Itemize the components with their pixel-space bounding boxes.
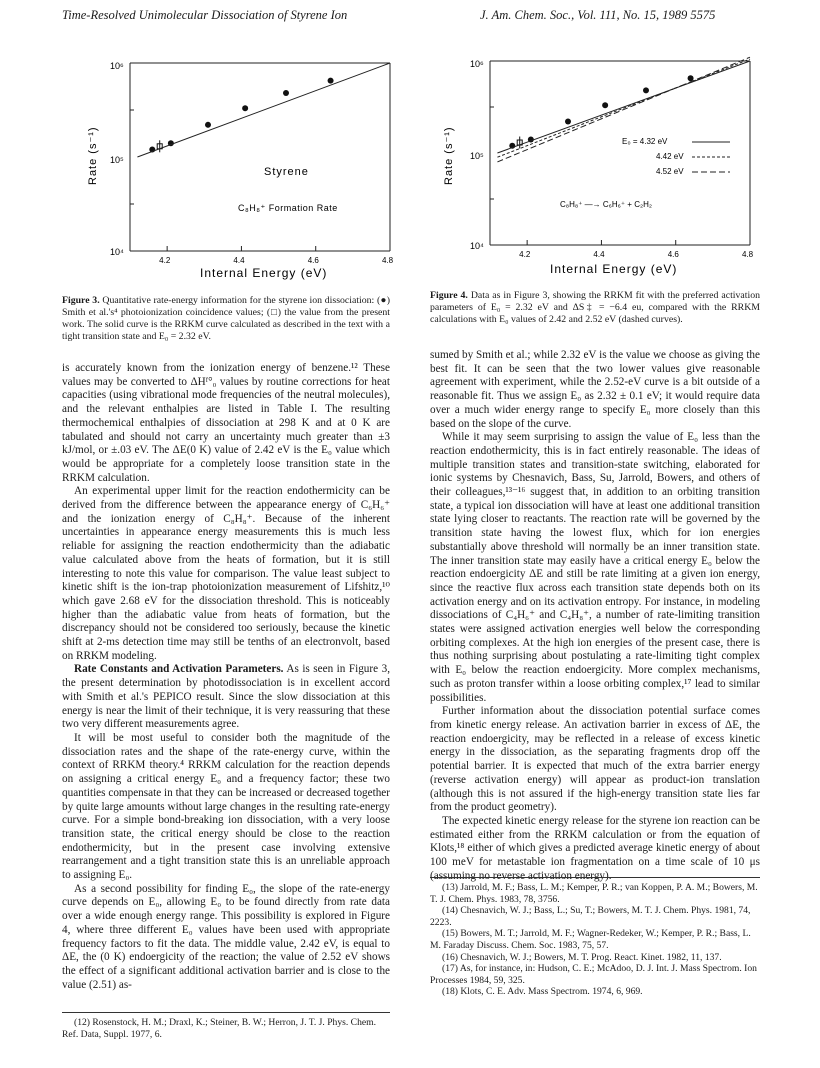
figure-3-chart xyxy=(60,55,400,280)
x-ticks xyxy=(490,107,754,259)
figure-4-chart xyxy=(430,55,770,280)
paragraph: The expected kinetic energy release for the styrene ion reaction can be estimated either from the RRKM calculation or from the equation of Klots,¹⁸ either of which gives a predicted average kinetic energy of about 100 meV for metastable ion fragmentation on a time scale of 10 μs (assuming no reverse activation energy). xyxy=(430,814,760,882)
y-tick-bot: 10⁴ xyxy=(110,247,124,257)
data-point-smith xyxy=(205,122,211,128)
y-tick-mid: 10⁵ xyxy=(470,151,484,161)
figure-3-caption xyxy=(62,295,390,343)
x-tick-label: 4.8 xyxy=(742,250,754,259)
x-ticks xyxy=(130,110,394,265)
y-tick-top: 10⁶ xyxy=(470,59,484,69)
y-tick-mid: 10⁵ xyxy=(110,155,124,165)
data-point-smith xyxy=(328,78,334,84)
footnote: (15) Bowers, M. T.; Jarrold, M. F.; Wagner-Redeker, W.; Kemper, P. R.; Bass, L. M. Faraday Discuss. Chem. Soc. 1983, 75, 57. xyxy=(430,928,751,951)
data-point-smith xyxy=(643,87,649,93)
paragraph-text: As is seen in Figure 3, the present determination by photodissociation is in excellent accord with Smith et al.'s PEPICO result. Since the slow dissociation at this energy is near the limit of their technique, it is very reassuring that these two very different measurements agree. xyxy=(62,663,390,731)
rrkm-curve xyxy=(137,63,390,157)
footnote: (17) As, for instance, in: Hudson, C. E.; McAdoo, D. J. Int. J. Mass Spectrom. Ion Processes 1984, 59, 325. xyxy=(430,963,757,986)
x-axis-label: Internal Energy (eV) xyxy=(200,266,328,280)
footnote: (14) Chesnavich, W. J.; Bass, L.; Su, T.; Bowers, M. T. J. Chem. Phys. 1981, 74, 2223. xyxy=(430,905,751,928)
x-tick-label: 4.2 xyxy=(519,250,531,259)
x-tick-label: 4.4 xyxy=(593,250,605,259)
data-series xyxy=(137,63,390,157)
x-axis-label: Internal Energy (eV) xyxy=(550,262,678,276)
footnote: (13) Jarrold, M. F.; Bass, L. M.; Kemper, P. R.; van Koppen, P. A. M.; Bowers, M. T. J. Chem. Phys. 1983, 78, 3756. xyxy=(430,882,758,905)
section-heading: Rate Constants and Activation Parameters. xyxy=(74,663,284,676)
figure-label-sub: C₈H₈⁺ Formation Rate xyxy=(238,203,338,213)
y-axis-label: Rate (s⁻¹) xyxy=(443,126,455,185)
data-point-smith xyxy=(283,90,289,96)
paragraph: Further information about the dissociation potential surface comes from kinetic energy release. An activation barrier in excess of ΔE, the reaction endoergicity, may be reflected in a release of excess kinetic energy in the dissociation, as the separating fragments drop off the potential barrier. It is expected that much of the extra barrier energy (reverse activation energy) will appear as product-ion translation (although this is not assured if the high-energy transition state lies far from the product geometry). xyxy=(430,705,760,814)
data-point-smith xyxy=(602,102,608,108)
legend-entry-2: 4.52 eV xyxy=(656,167,684,176)
x-tick-label: 4.4 xyxy=(233,256,245,265)
legend-entry-1: 4.42 eV xyxy=(656,152,684,161)
x-tick-label: 4.2 xyxy=(159,256,171,265)
x-tick-label: 4.6 xyxy=(667,250,679,259)
left-column xyxy=(62,362,390,992)
x-tick-label: 4.8 xyxy=(382,256,394,265)
paragraph: sumed by Smith et al.; while 2.32 eV is the value we choose as giving the best fit. It can be seen that the two lower values give reasonable agreement with experiment, while the 2.52-eV curve is a bit outside of a reasonable fit. Thus we assign E₀ as 2.32 ± 0.1 eV; it would require data over a much wider energy range to specify E₀ more closely than this based on the slope of the curve. xyxy=(430,349,760,430)
data-point-smith xyxy=(565,118,571,124)
running-header-title: Time-Resolved Unimolecular Dissociation of Styrene Ion xyxy=(62,8,348,22)
figure-4-caption xyxy=(430,290,760,326)
paragraph: An experimental upper limit for the reaction endothermicity can be derived from the difference between the appearance energy of C₆H₆⁺ and the ionization energy of C₈H₈⁺. Because of the inherent uncertainties in appearance energy measurements this is much less reliable for assigning the reaction endothermicity than the adiabatic value calculated above from the heats of formation, but it is still interesting to note this value for comparison. The value least subject to kinetic shift is the ion-trap photoionization measurement of Lifshitz,¹⁰ which gave 2.68 eV for the dissociation threshold. This is noticeably higher than the adiabatic value from heats of formation, but the discrepancy should not be considered too seriously, because the kinetic shift at 2-ms detection time may still be tenths of an electronvolt, based on RRKM modeling. xyxy=(62,485,390,662)
right-column xyxy=(430,349,760,883)
paragraph: While it may seem surprising to assign the value of E₀ less than the reaction endothermicity, this is in fact entirely reasonable. The ideas of multiple transition states and transition-state switching, elaborated for ionic systems by Chesnavich, Bass, Su, Jarrold, Bowers, and others of their colleagues,¹³⁻¹⁶ suggest that, in addition to an orbiting transition state, a typical ion dissociation will have at least one additional transition state lying closer to reactants. The reaction rate will be governed by the transition state having the lowest flux, which for ion energies substantially above threshold will normally be an inner transition state. The inner transition state may easily have a critical energy E₀ below the reaction endoergicity ΔE and still be rate limiting at a given ion energy, since the reactive flux across each transition state depends both on its activation energy and on its activation entropy. For instance, in modeling dissociations of C₄H₆⁺ and C₄H₈⁺, a number of rate-limiting transition states were assigned activation energies well below the corresponding orbiting complexes. At the high ion energies of the present case, there is thus nothing surprising about postulating a rate-limiting tight complex with E₀ below the reaction endoergicity. More complex mechanisms, such as proton transfer within a loose orbiting complex,¹⁷ lead to similar possibilities. xyxy=(430,431,760,704)
footnote: (16) Chesnavich, W. J.; Bowers, M. T. Prog. React. Kinet. 1982, 11, 137. xyxy=(442,951,722,963)
paragraph: is accurately known from the ionization energy of benzene.¹² These values may be converted to ΔHᶠ°₀ values by routine corrections for heat capacities (using vibrational mode frequencies of the neutral molecules), and the relevant enthalpies are listed in Table I. The resulting thermochemical enthalpies of dissociation at 298 K and at 0 K are tabulated and should not carry an uncertainty much greater than ±3 kJ/mol, or ±.03 eV. The ΔE(0 K) value of 2.42 eV is the E₀ value which would be appropriate for a completely loose transition state in the RRKM calculation. xyxy=(62,362,390,484)
x-tick-label: 4.6 xyxy=(307,256,319,265)
data-point-smith xyxy=(242,105,248,111)
y-axis-label: Rate (s⁻¹) xyxy=(87,126,99,185)
reaction-label: C₈H₈⁺ —→ C₆H₆⁺ + C₂H₂ xyxy=(560,200,652,209)
figure-3-caption-label: Figure 3. xyxy=(62,295,100,306)
paragraph: It will be most useful to consider both the magnitude of the dissociation rates and the shape of the rate-energy curve, within the context of RRKM theory.⁴ RRKM calculation for the reaction depends on assigning a critical energy E₀ and a frequency factor; these two quantities compensate in that they can be increased or decreased together by quite large amounts without large changes in the resulting rate-energy curve. For a simple bond-breaking ion dissociation, with a very loose transition state, the critical energy should be close to the reaction endothermicity, but in the present case involving extensive rearrangement and a tight transition state this is an unreliable approach to assigning E₀. xyxy=(62,731,390,882)
figure-label-main: Styrene xyxy=(264,166,309,178)
data-point-smith xyxy=(688,75,694,81)
rrkm-curve xyxy=(497,57,750,162)
y-tick-bot: 10⁴ xyxy=(470,241,484,251)
footnotes-left xyxy=(62,1012,390,1040)
footnote: (18) Klots, C. E. Adv. Mass Spectrom. 1974, 6, 969. xyxy=(442,986,643,998)
running-header-journal: J. Am. Chem. Soc., Vol. 111, No. 15, 1989 5575 xyxy=(480,8,716,22)
footnote: (12) Rosenstock, H. M.; Draxl, K.; Steiner, B. W.; Herron, J. T. J. Phys. Chem. Ref. Data, Suppl. 1977, 6. xyxy=(62,1017,376,1040)
data-series xyxy=(497,57,750,162)
footnotes-right xyxy=(430,877,760,998)
paragraph xyxy=(62,663,390,732)
legend-entry-0: E₀ = 4.32 eV xyxy=(622,137,668,146)
figure-4-caption-text: Data as in Figure 3, showing the RRKM fit with the preferred activation parameters of E₀ = 2.32 eV and ΔS‡ = −6.4 eu, compared with the RRKM calculations with E₀ values of 2.42 and 2.52 eV (dashed curves). xyxy=(430,290,760,325)
figure-4-caption-label: Figure 4. xyxy=(430,290,468,301)
y-tick-top: 10⁶ xyxy=(110,61,124,71)
paragraph: As a second possibility for finding E₀, the slope of the rate-energy curve depends on E₀, allowing E₀ to be found directly from rate data over a wide enough energy range. This possibility is explored in Figure 4, where three different E₀ values have been used with appropriate frequency factors to fit the data. The middle value, 2.42 eV, is equal to ΔE, the (0 K) endoergicity of the reaction; the value of 2.52 eV shows the effect of a significant additional activation barrier and is close to the value (2.51) as- xyxy=(62,882,390,991)
figure-3-caption-text: Quantitative rate-energy information for the styrene ion dissociation: (●) Smith et al.'s⁴ photoionization coincidence values; (□) the value from the present work. The solid curve is the RRKM curve calculated as described in the text with a tight transition state and E₀ = 2.32 eV. xyxy=(62,295,391,342)
